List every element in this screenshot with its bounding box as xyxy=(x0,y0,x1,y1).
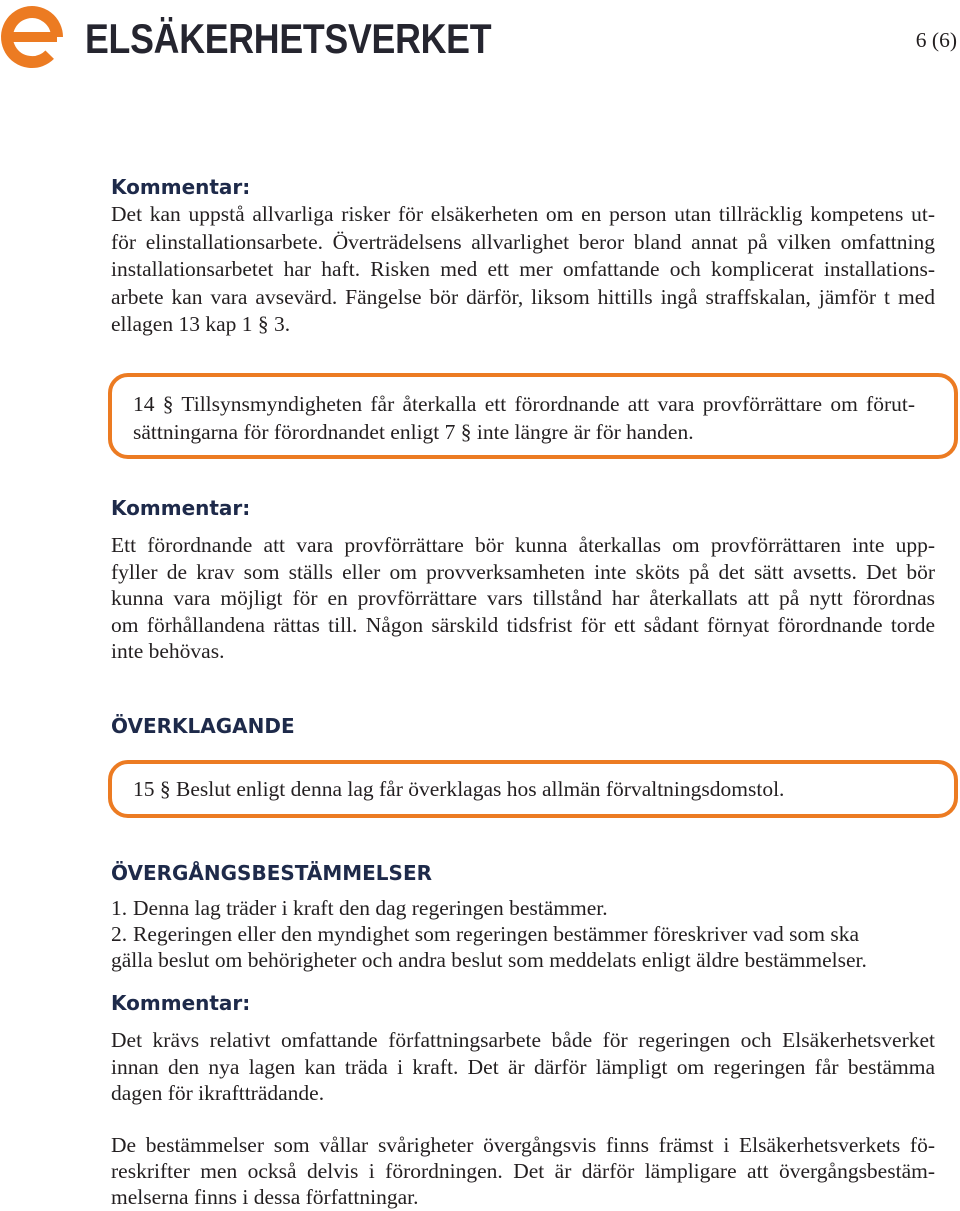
page-number: 6 (6) xyxy=(915,28,957,52)
provision-box-15 xyxy=(108,760,958,818)
paragraph-line: Det krävs relativt omfattande författningsarbete både för regeringen och Elsäkerhetsverket xyxy=(111,1028,935,1052)
paragraph-line: Det kan uppstå allvarliga risker för elsäkerheten om en person utan tillräcklig kompetens ut- xyxy=(111,202,935,226)
paragraph-line: innan den nya lagen kan träda i kraft. Det är därför lämpligt om regeringen får bestämma xyxy=(111,1054,935,1079)
e-logo-icon xyxy=(0,2,66,70)
section-heading-transitional: ÖVERGÅNGSBESTÄMMELSER xyxy=(111,861,433,885)
provision-box-14 xyxy=(108,373,958,459)
list-item-continuation: gälla beslut om behörigheter och andra beslut som meddelats enligt äldre bestämmelser. xyxy=(111,948,867,972)
section-heading-appeal: ÖVERKLAGANDE xyxy=(111,714,295,738)
paragraph-line: fyller de krav som ställs eller om provverksamheten inte sköts på det sätt avsetts. Det bör xyxy=(111,559,935,584)
comment-paragraph xyxy=(111,201,935,339)
paragraph-line: melserna finns i dessa författningar. xyxy=(111,1185,419,1209)
list-item-number: 2. xyxy=(111,922,128,946)
paragraph-line: inte behövas. xyxy=(111,639,225,663)
provision-line: 15 § Beslut enligt denna lag får överklagas hos allmän förvaltningsdomstol. xyxy=(133,777,785,801)
comment-heading: Kommentar: xyxy=(111,175,251,199)
list-item-text: Denna lag träder i kraft den dag regeringen bestämmer. xyxy=(133,896,608,920)
logo-wordmark: ELSÄKERHETSVERKET xyxy=(85,15,492,62)
paragraph-line: för elinstallationsarbete. Överträdelsens allvarlighet beror bland annat på vilken omfattning xyxy=(111,229,935,254)
comment-paragraph xyxy=(111,1027,935,1107)
comment-paragraph xyxy=(111,1132,935,1210)
transitional-list xyxy=(111,895,935,973)
list-item xyxy=(111,895,935,921)
paragraph-line: arbete kan vara avsevärd. Fängelse bör därför, liksom hittills ingå straffskalan, jämför t med xyxy=(111,284,935,309)
comment-heading: Kommentar: xyxy=(111,496,251,520)
paragraph-line: reskrifter men också delvis i förordningen. Det är därför lämpligare att övergångsbestäm- xyxy=(111,1159,935,1183)
comment-heading: Kommentar: xyxy=(111,991,251,1015)
paragraph-line: dagen för ikraftträdande. xyxy=(111,1081,325,1105)
provision-line: 14 § Tillsynsmyndigheten får återkalla ett förordnande att vara provförrättare om förut- xyxy=(133,392,915,416)
comment-paragraph xyxy=(111,532,935,665)
paragraph-line: installationsarbetet har haft. Risken med ett mer omfattande och komplicerat installations- xyxy=(111,257,935,281)
paragraph-line: De bestämmelser som vållar svårigheter övergångsvis finns främst i Elsäkerhetsverkets fö- xyxy=(111,1133,935,1157)
provision-line: sättningarna för förordnandet enligt 7 § inte längre är för handen. xyxy=(133,420,694,444)
list-item-text: Regeringen eller den myndighet som regeringen bestämmer föreskriver vad som ska xyxy=(133,922,859,946)
paragraph-line: om förhållandena rättas till. Någon särskild tidsfrist för ett sådant förnyat förordnande torde xyxy=(111,612,935,637)
paragraph-line: Ett förordnande att vara provförrättare bör kunna återkallas om provförrättaren inte upp- xyxy=(111,533,935,557)
paragraph-line: ellagen 13 kap 1 § 3. xyxy=(111,312,291,336)
paragraph-line: kunna vara möjligt för en provförrättare vars tillstånd har återkallats att på nytt förordnas xyxy=(111,586,935,610)
list-item xyxy=(111,921,935,947)
list-item-number: 1. xyxy=(111,896,128,920)
